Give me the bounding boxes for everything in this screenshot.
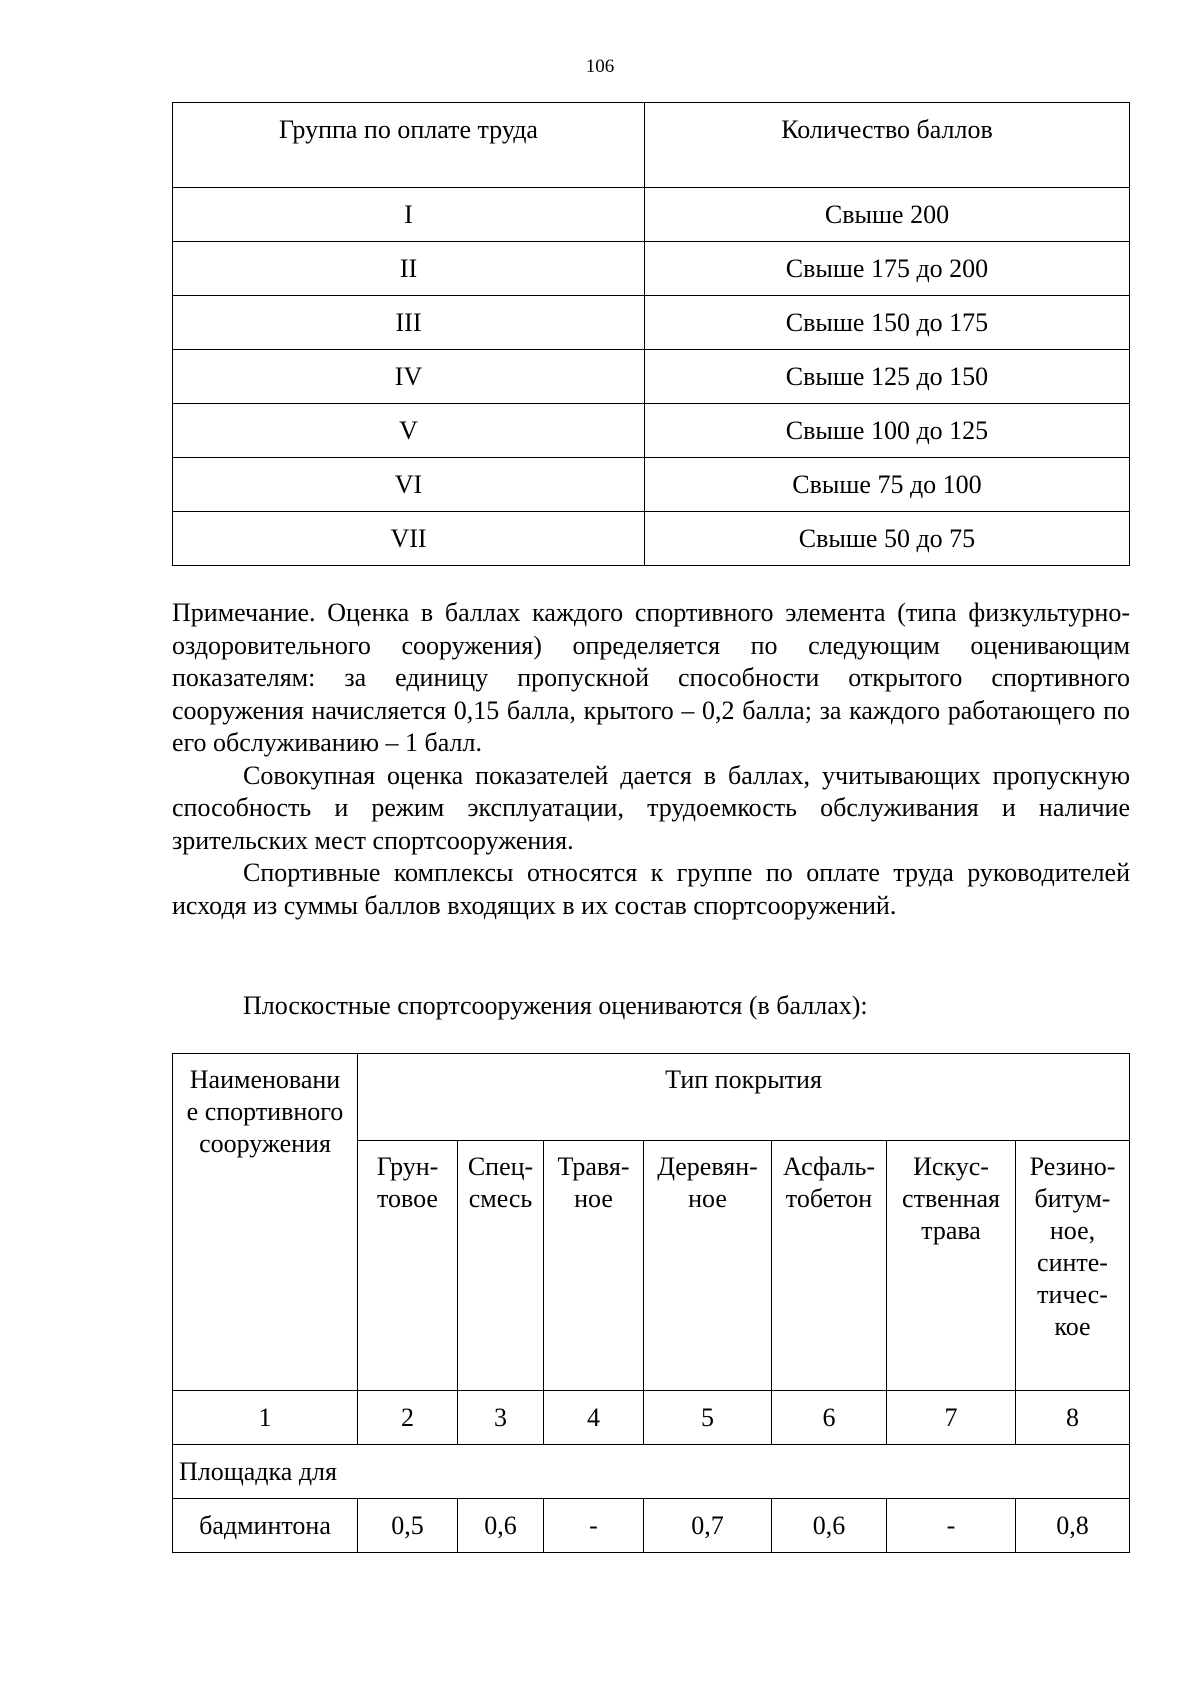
- table-row: [173, 404, 1130, 458]
- column-number: 1: [173, 1391, 358, 1445]
- value-cell: 0,8: [1016, 1499, 1130, 1553]
- table-row: [173, 242, 1130, 296]
- value-cell: 0,6: [772, 1499, 887, 1553]
- group-cell: IV: [173, 350, 645, 404]
- header-line: сооружения: [199, 1129, 331, 1158]
- header-line: ное: [574, 1184, 613, 1213]
- pay-groups-table: [172, 102, 1130, 566]
- column-number: 5: [644, 1391, 772, 1445]
- header-line: Грун-: [376, 1152, 439, 1181]
- assessment-paragraph: Совокупная оценка показателей дается в баллах, учитывающих пропускную способность и режим эксплуатации, трудоемкость обслуживания и наличие зрительских мест спортсооружения.: [172, 760, 1130, 855]
- coverage-table: [172, 1053, 1130, 1553]
- header-line: ное: [688, 1184, 727, 1213]
- header-ground: [358, 1141, 458, 1391]
- group-cell: VI: [173, 458, 645, 512]
- group-label-row: [173, 1445, 1130, 1499]
- header-coverage-type: Тип покрытия: [358, 1054, 1130, 1141]
- table-row: [173, 1499, 1130, 1553]
- group-cell: II: [173, 242, 645, 296]
- value-cell: -: [887, 1499, 1016, 1553]
- points-cell: Свыше 50 до 75: [645, 512, 1130, 566]
- header-line: трава: [921, 1216, 981, 1245]
- points-cell: Свыше 150 до 175: [645, 296, 1130, 350]
- header-line: Резино-: [1029, 1152, 1116, 1181]
- group-cell: V: [173, 404, 645, 458]
- header-line: тобетон: [785, 1184, 873, 1213]
- header-line: битум-: [1034, 1184, 1111, 1213]
- table-row: [173, 512, 1130, 566]
- header-points: Количество баллов: [645, 103, 1130, 188]
- complexes-paragraph: Спортивные комплексы относятся к группе по оплате труда руководителей исходя из суммы баллов входящих в их состав спортсооружений.: [172, 858, 1130, 920]
- header-asphalt: [772, 1141, 887, 1391]
- column-number: 6: [772, 1391, 887, 1445]
- header-grass: [544, 1141, 644, 1391]
- header-line: ственная: [902, 1184, 1000, 1213]
- header-line: Спец-: [467, 1152, 534, 1181]
- header-line: Деревян-: [657, 1152, 758, 1181]
- page-number: 106: [585, 56, 615, 77]
- group-cell: I: [173, 188, 645, 242]
- column-number: 4: [544, 1391, 644, 1445]
- header-line: е спортивного: [186, 1097, 344, 1126]
- note-paragraph: Примечание. Оценка в баллах каждого спортивного элемента (типа физкультурно-оздоровительного сооружения) определяется по следующим оценивающим показателям: за единицу пропускной способности открытого спортивного сооружения начисляется 0,15 балла, крытого – 0,2 балла; за каждого работающего по его обслуживанию – 1 балл.: [172, 598, 1130, 757]
- header-pay-group: Группа по оплате труда: [173, 103, 645, 188]
- header-line: тичес-: [1037, 1280, 1108, 1309]
- group-cell: VII: [173, 512, 645, 566]
- points-cell: Свыше 100 до 125: [645, 404, 1130, 458]
- table-row: [173, 296, 1130, 350]
- table-header-row: [173, 103, 1130, 188]
- header-line: кое: [1054, 1312, 1091, 1341]
- header-line: Асфаль-: [782, 1152, 876, 1181]
- value-cell: 0,5: [358, 1499, 458, 1553]
- header-artificial-grass: [887, 1141, 1016, 1391]
- header-special-mix: [458, 1141, 544, 1391]
- value-cell: -: [544, 1499, 644, 1553]
- table-row: [173, 458, 1130, 512]
- column-number: 3: [458, 1391, 544, 1445]
- table-header-row: [173, 1054, 1130, 1141]
- header-facility-name: [173, 1054, 358, 1391]
- header-line: ное,: [1049, 1216, 1096, 1245]
- header-rubber-bitumen: [1016, 1141, 1130, 1391]
- header-line: товое: [377, 1184, 438, 1213]
- value-cell: 0,7: [644, 1499, 772, 1553]
- column-number-row: [173, 1391, 1130, 1445]
- table-row: [173, 350, 1130, 404]
- column-number: 2: [358, 1391, 458, 1445]
- column-number: 8: [1016, 1391, 1130, 1445]
- points-cell: Свыше 125 до 150: [645, 350, 1130, 404]
- group-cell: III: [173, 296, 645, 350]
- value-cell: 0,6: [458, 1499, 544, 1553]
- points-cell: Свыше 75 до 100: [645, 458, 1130, 512]
- header-line: смесь: [468, 1184, 533, 1213]
- header-wooden: [644, 1141, 772, 1391]
- facility-name-cell: бадминтона: [173, 1499, 358, 1553]
- column-number: 7: [887, 1391, 1016, 1445]
- group-label: Площадка для: [173, 1445, 1130, 1499]
- header-line: Наименовани: [189, 1065, 341, 1094]
- header-line: Искус-: [913, 1152, 989, 1181]
- header-line: Травя-: [557, 1152, 630, 1181]
- points-cell: Свыше 175 до 200: [645, 242, 1130, 296]
- points-cell: Свыше 200: [645, 188, 1130, 242]
- table-row: [173, 188, 1130, 242]
- header-line: синте-: [1037, 1248, 1108, 1277]
- note-text: [172, 597, 1130, 922]
- coverage-caption: Плоскостные спортсооружения оцениваются (в баллах):: [243, 991, 868, 1020]
